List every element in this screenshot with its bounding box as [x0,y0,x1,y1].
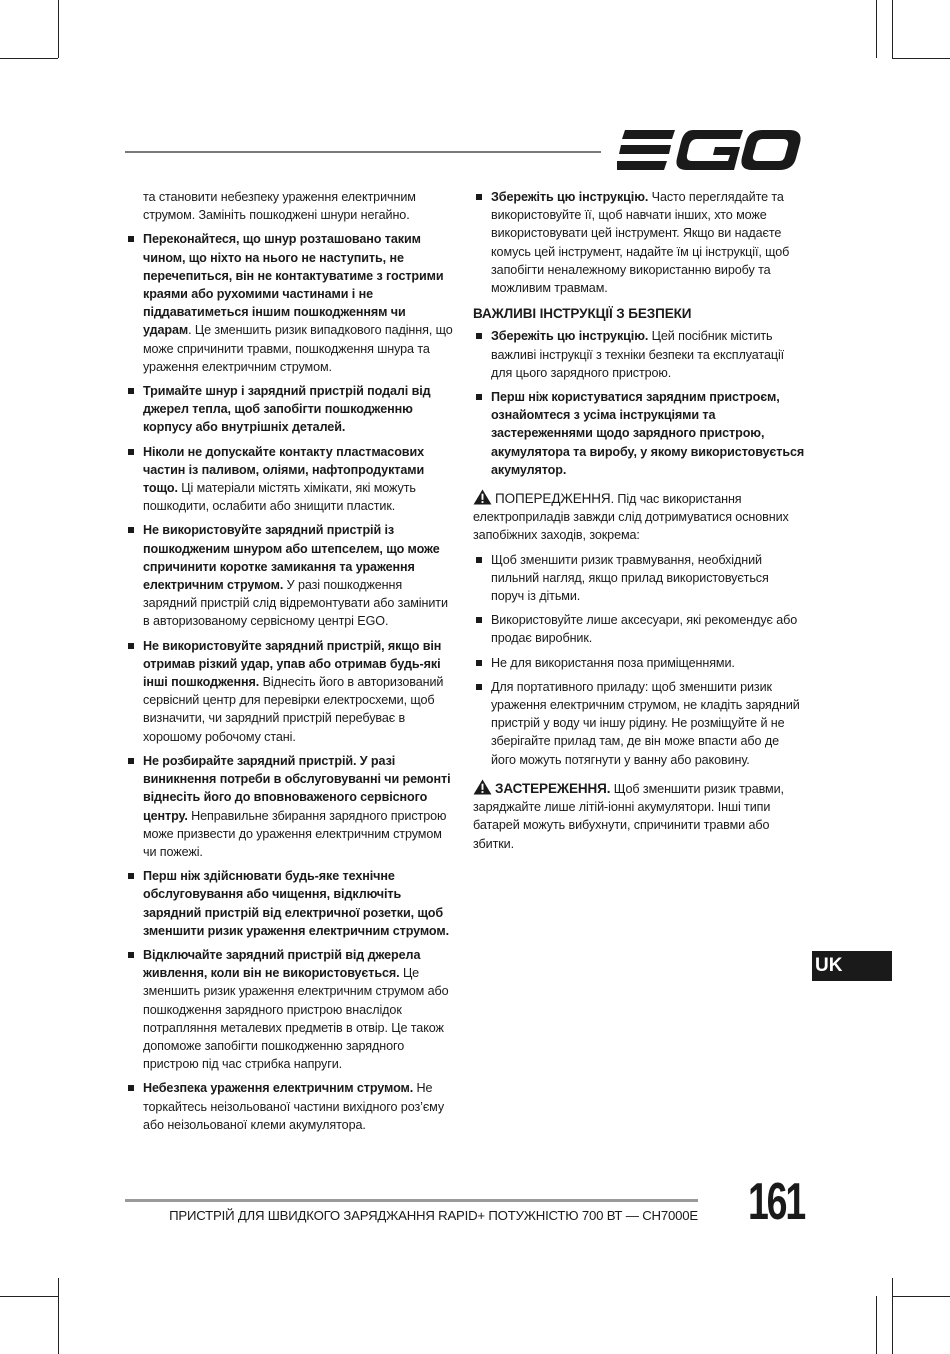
item-bold: Не розбирайте зарядний пристрій. У разі виникнення потреби в обслуговуванні чи ремонті віднесіть його до вповноваженого сервісного центру. [143,753,451,823]
caution-block [473,779,805,853]
item-text: Неправильне збирання зарядного пристрою може призвести до ураження електричним струмом чи пожежі. [143,808,447,859]
item-bold: Збережіть цю інструкцію. [491,190,649,204]
safety-item [125,382,457,437]
caution-title: ЗАСТЕРЕЖЕННЯ. [495,780,611,796]
item-bold: Небезпека ураження електричним струмом. [143,1081,414,1096]
warning-item: Для портативного приладу: щоб зменшити ризик ураження електричним струмом, не кладіть зарядний пристрій у воду чи іншу рідину. Не розміщуйте й не зберігайте прилад там, де він може впасти або де його можуть потягнути у ванну або раковину. [473,678,805,769]
crop-mark [58,0,59,58]
crop-mark [58,1278,59,1354]
item-text: Це зменшить ризик ураження електричним струмом або пошкодження зарядного пристрою внаслідок потрапляння металевих предметів в отвір. Це також допоможе запобігти пошкодженню зарядного пристрою під час стрибка напруги. [143,966,449,1072]
warning-item: Використовуйте лише аксесуари, які рекомендує або продає виробник. [473,611,805,647]
ego-logo [617,128,801,172]
page-number: 161 [748,1173,804,1231]
safety-item [125,230,457,376]
warning-triangle-icon [473,489,492,505]
item-bold: Тримайте шнур і зарядний пристрій подалі від джерел тепла, щоб запобігти пошкодженню корпусу або внутрішніх деталей. [143,384,431,435]
language-tab: UK [812,951,892,981]
safety-item [125,867,457,940]
item-text: У разі пошкодження зарядний пристрій слід відремонтувати або замінити в авторизованому сервісному центрі EGO. [143,578,448,629]
warning-block [473,489,805,545]
safety-item [473,188,805,297]
safety-item [473,388,805,479]
safety-item [125,521,457,630]
item-bold: Не використовуйте зарядний пристрій із пошкодженим шнуром або штепселем, що може спричинити коротке замикання та ураження електричним струмом. [143,523,440,593]
item-bold: Перш ніж здійснювати будь-яке технічне обслуговування або чищення, відключіть зарядний пристрій від електричної розетки, щоб зменшити ризик ураження електричним струмом. [143,869,449,938]
item-text: Цей посібник містить важливі інструкції з техніки безпеки та експлуатації для цього зарядного пристрою. [491,329,785,380]
warning-item: Не для використання поза приміщеннями. [473,654,805,672]
crop-mark [876,1296,877,1354]
caution-text: Щоб зменшити ризик травми, заряджайте лише літій-іонні акумулятори. Інші типи батарей можуть вибухнути, спричинити травми або збитки. [473,781,784,851]
warning-text: . Під час використання електроприладів завжди слід дотримуватися основних запобіжних заходів, зокрема: [473,492,789,543]
safety-item [125,946,457,1073]
item-text: Не торкайтесь неізольованої частини вихідного роз’єму або неізольованої клеми акумулятора. [143,1081,445,1132]
warning-title: ПОПЕРЕДЖЕННЯ [495,491,611,507]
safety-item [125,1079,457,1134]
continued-paragraph: та становити небезпеку ураження електричним струмом. Замініть пошкоджені шнури негайно. [143,190,416,223]
warning-item: Щоб зменшити ризик травмування, необхідний пильний нагляд, якщо прилад використовується поруч із дітьми. [473,551,805,606]
right-column [473,188,805,859]
item-text: Ці матеріали містять хімікати, які можуть пошкодити, ослабити або знищити пластик. [143,481,416,514]
left-column [125,188,457,1140]
crop-mark [892,1296,950,1297]
safety-item [125,443,457,516]
crop-mark [892,58,950,59]
warning-triangle-icon [473,779,492,795]
item-text: Часто переглядайте та використовуйте її, щоб навчати інших, хто може використовувати цей інструмент. Якщо ви надаєте комусь цей інструмент, надайте їм ці інструкції, щоб запобігти неналежному використанню виробу та можливим травмам. [491,190,790,296]
safety-item [125,637,457,746]
item-bold: Відключайте зарядний пристрій від джерела живлення, коли він не використовується. [143,947,421,981]
safety-item [125,752,457,861]
item-bold: Не використовуйте зарядний пристрій, якщо він отримав різкий удар, упав або отримав будь-які інші пошкодження. [143,638,442,690]
header-rule [125,151,601,153]
item-text: . Це зменшить ризик випадкового падіння, що може спричинити травми, пошкодження шнура та ураження електричним струмом. [143,323,453,374]
section-heading: ВАЖЛИВІ ІНСТРУКЦІЇ З БЕЗПЕКИ [473,306,692,322]
item-text: Віднесіть його в авторизований сервісний центр для перевірки електросхеми, щоб визначити, чи зарядний пристрій перебуває в хорошому робочому стані. [143,675,444,744]
footer-rule [125,1199,698,1202]
crop-mark [0,1296,58,1297]
item-bold: Збережіть цю інструкцію. [491,329,649,344]
crop-mark [892,0,893,58]
footer-title: ПРИСТРІЙ ДЛЯ ШВИДКОГО ЗАРЯДЖАННЯ RAPID+ ПОТУЖНІСТЮ 700 ВТ — CH7000E [169,1208,698,1223]
crop-mark [876,0,877,58]
safety-item [473,327,805,382]
item-bold: Ніколи не допускайте контакту пластмасових частин із паливом, оліями, нафтопродуктами тощо. [143,444,425,496]
crop-mark [0,58,58,59]
item-bold: Перш ніж користуватися зарядним пристроєм, ознайомтеся з усіма інструкціями та застереженнями щодо зарядного пристрою, акумулятора та виробу, у якому використовується акумулятор. [491,390,805,477]
item-bold: Переконайтеся, що шнур розташовано таким чином, що ніхто на нього не наступить, не перечепиться, він не контактуватиме з гострими краями або рухомими частинами і не піддаватиметься іншим пошкодженням чи ударам [143,232,444,338]
crop-mark [892,1278,893,1354]
